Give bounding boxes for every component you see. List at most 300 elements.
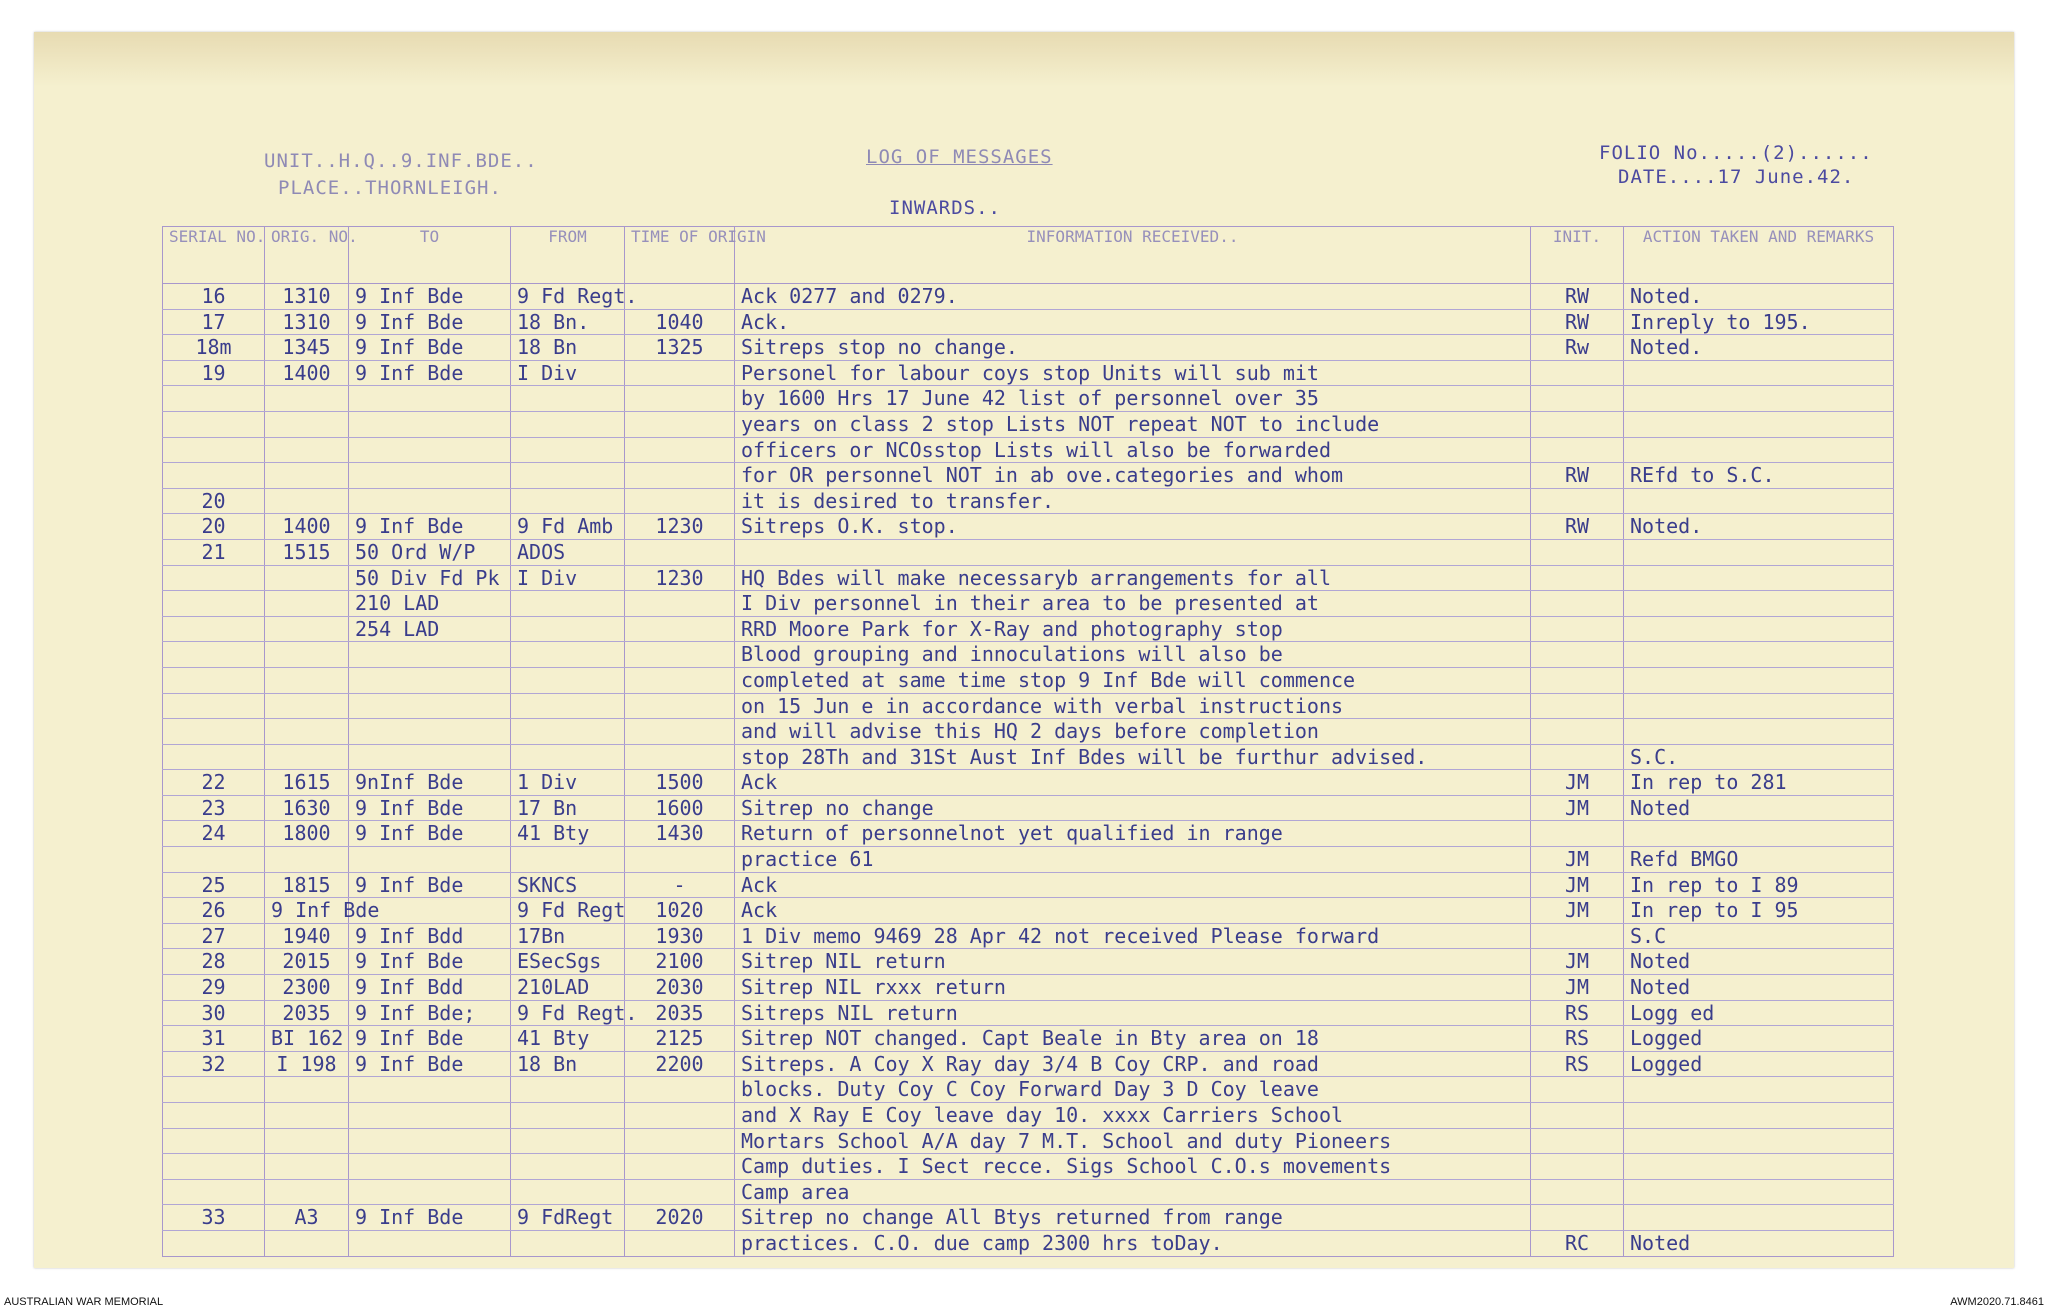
cell-from: [511, 616, 625, 642]
table-row: [163, 411, 1894, 437]
cell-time-of-origin: [625, 539, 735, 565]
cell-time-of-origin: -: [625, 872, 735, 898]
col-header-to: TO: [349, 227, 511, 284]
message-log-table: [162, 226, 1894, 1257]
cell-to: [349, 488, 511, 514]
cell-serial: [163, 1154, 265, 1180]
cell-from: I Div: [511, 360, 625, 386]
table-header-row: [163, 227, 1894, 284]
cell-to: 9 Inf Bde: [349, 514, 511, 540]
cell-to: [349, 847, 511, 873]
cell-to: 9 Inf Bde: [349, 821, 511, 847]
cell-time-of-origin: 1230: [625, 514, 735, 540]
col-header-serial: SERIAL NO.: [163, 227, 265, 284]
cell-action: [1624, 591, 1894, 617]
cell-action: REfd to S.C.: [1624, 463, 1894, 489]
cell-from: [511, 744, 625, 770]
cell-orig-no: 2300: [265, 975, 349, 1001]
cell-information: Sitreps NIL return: [735, 1000, 1531, 1026]
cell-orig-no: I 198: [265, 1051, 349, 1077]
table-row: [163, 335, 1894, 361]
cell-serial: [163, 565, 265, 591]
cell-init: [1531, 437, 1624, 463]
folio-number: FOLIO No.....(2)......: [1599, 142, 1873, 164]
cell-orig-no: [265, 565, 349, 591]
cell-time-of-origin: 2035: [625, 1000, 735, 1026]
cell-to: 9nInf Bde: [349, 770, 511, 796]
cell-time-of-origin: [625, 284, 735, 310]
cell-to: [349, 1179, 511, 1205]
cell-information: blocks. Duty Coy C Coy Forward Day 3 D Coy leave: [735, 1077, 1531, 1103]
cell-orig-no: 1400: [265, 514, 349, 540]
cell-to: [349, 719, 511, 745]
cell-information: Mortars School A/A day 7 M.T. School and duty Pioneers: [735, 1128, 1531, 1154]
cell-action: [1624, 642, 1894, 668]
cell-serial: 20: [163, 514, 265, 540]
cell-information: 1 Div memo 9469 28 Apr 42 not received Please forward: [735, 923, 1531, 949]
cell-init: RW: [1531, 284, 1624, 310]
cell-serial: 19: [163, 360, 265, 386]
cell-from: 9 Fd Amb: [511, 514, 625, 540]
table-row: [163, 975, 1894, 1001]
cell-time-of-origin: [625, 693, 735, 719]
cell-action: Noted: [1624, 975, 1894, 1001]
cell-orig-no: [265, 744, 349, 770]
cell-time-of-origin: 2200: [625, 1051, 735, 1077]
cell-serial: [163, 591, 265, 617]
cell-serial: 29: [163, 975, 265, 1001]
cell-to: 210 LAD: [349, 591, 511, 617]
cell-init: JM: [1531, 949, 1624, 975]
cell-time-of-origin: [625, 667, 735, 693]
col-header-time: TIME OF ORIGIN: [625, 227, 735, 284]
cell-from: [511, 1230, 625, 1256]
cell-from: 9 Fd Regt: [511, 898, 625, 924]
table-row: [163, 872, 1894, 898]
cell-time-of-origin: 2020: [625, 1205, 735, 1231]
cell-information: Ack: [735, 770, 1531, 796]
cell-orig-no: [265, 642, 349, 668]
table-row: [163, 437, 1894, 463]
cell-serial: [163, 1103, 265, 1129]
cell-serial: 21: [163, 539, 265, 565]
cell-to: 254 LAD: [349, 616, 511, 642]
cell-information: and X Ray E Coy leave day 10. xxxx Carriers School: [735, 1103, 1531, 1129]
table-row: [163, 642, 1894, 668]
cell-time-of-origin: [625, 744, 735, 770]
cell-orig-no: 1940: [265, 923, 349, 949]
cell-information: Ack.: [735, 309, 1531, 335]
cell-time-of-origin: [625, 591, 735, 617]
cell-serial: [163, 744, 265, 770]
cell-action: [1624, 821, 1894, 847]
cell-action: Noted: [1624, 795, 1894, 821]
cell-information: Sitreps stop no change.: [735, 335, 1531, 361]
cell-from: [511, 488, 625, 514]
table-row: [163, 1205, 1894, 1231]
cell-action: [1624, 1077, 1894, 1103]
cell-time-of-origin: [625, 411, 735, 437]
cell-time-of-origin: [625, 642, 735, 668]
cell-action: [1624, 1128, 1894, 1154]
cell-serial: 24: [163, 821, 265, 847]
cell-information: HQ Bdes will make necessaryb arrangements for all: [735, 565, 1531, 591]
cell-orig-no: 1630: [265, 795, 349, 821]
cell-from: [511, 437, 625, 463]
cell-orig-no: [265, 463, 349, 489]
table-body: [163, 284, 1894, 1257]
cell-time-of-origin: [625, 463, 735, 489]
cell-orig-no: 2015: [265, 949, 349, 975]
cell-action: Noted.: [1624, 284, 1894, 310]
cell-init: [1531, 1128, 1624, 1154]
section-title: INWARDS..: [889, 197, 1001, 219]
table-row: [163, 1103, 1894, 1129]
cell-to: [349, 437, 511, 463]
cell-action: [1624, 719, 1894, 745]
cell-orig-no: 9 Inf Bde: [265, 898, 349, 924]
cell-init: RS: [1531, 1026, 1624, 1052]
cell-time-of-origin: 2030: [625, 975, 735, 1001]
cell-time-of-origin: [625, 616, 735, 642]
cell-init: [1531, 1077, 1624, 1103]
table-row: [163, 744, 1894, 770]
cell-init: JM: [1531, 847, 1624, 873]
cell-from: 9 Fd Regt.: [511, 284, 625, 310]
cell-init: RS: [1531, 1000, 1624, 1026]
cell-action: S.C: [1624, 923, 1894, 949]
cell-from: ADOS: [511, 539, 625, 565]
place-label: PLACE..THORNLEIGH.: [278, 177, 502, 199]
log-date: DATE....17 June.42.: [1618, 166, 1855, 188]
cell-serial: [163, 1230, 265, 1256]
cell-time-of-origin: 1430: [625, 821, 735, 847]
cell-information: I Div personnel in their area to be presented at: [735, 591, 1531, 617]
cell-serial: [163, 1179, 265, 1205]
table-row: [163, 360, 1894, 386]
cell-time-of-origin: [625, 386, 735, 412]
cell-information: Sitrep no change: [735, 795, 1531, 821]
cell-to: 50 Ord W/P: [349, 539, 511, 565]
col-header-action: ACTION TAKEN AND REMARKS: [1624, 227, 1894, 284]
cell-time-of-origin: 1040: [625, 309, 735, 335]
col-header-orig: ORIG. NO.: [265, 227, 349, 284]
cell-init: [1531, 386, 1624, 412]
cell-orig-no: 1310: [265, 309, 349, 335]
cell-action: Logged: [1624, 1026, 1894, 1052]
cell-action: [1624, 1205, 1894, 1231]
cell-orig-no: [265, 847, 349, 873]
cell-from: [511, 411, 625, 437]
cell-init: [1531, 642, 1624, 668]
cell-orig-no: [265, 1179, 349, 1205]
cell-action: Logg ed: [1624, 1000, 1894, 1026]
cell-serial: 18m: [163, 335, 265, 361]
cell-to: [349, 386, 511, 412]
cell-serial: 25: [163, 872, 265, 898]
cell-time-of-origin: [625, 847, 735, 873]
cell-action: [1624, 488, 1894, 514]
table-row: [163, 1051, 1894, 1077]
cell-init: [1531, 591, 1624, 617]
footer-credit: AUSTRALIAN WAR MEMORIAL: [4, 1296, 164, 1308]
cell-time-of-origin: 1600: [625, 795, 735, 821]
cell-information: Sitrep no change All Btys returned from range: [735, 1205, 1531, 1231]
cell-init: [1531, 360, 1624, 386]
cell-orig-no: 1400: [265, 360, 349, 386]
cell-information: practices. C.O. due camp 2300 hrs toDay.: [735, 1230, 1531, 1256]
table-row: [163, 539, 1894, 565]
cell-orig-no: [265, 386, 349, 412]
cell-serial: 31: [163, 1026, 265, 1052]
cell-serial: [163, 693, 265, 719]
cell-information: RRD Moore Park for X-Ray and photography stop: [735, 616, 1531, 642]
cell-init: [1531, 1103, 1624, 1129]
cell-action: Noted.: [1624, 514, 1894, 540]
cell-serial: [163, 667, 265, 693]
cell-init: [1531, 1154, 1624, 1180]
cell-to: 9 Inf Bde: [349, 360, 511, 386]
cell-serial: 30: [163, 1000, 265, 1026]
cell-orig-no: BI 162: [265, 1026, 349, 1052]
table-row: [163, 463, 1894, 489]
cell-time-of-origin: [625, 437, 735, 463]
cell-serial: [163, 437, 265, 463]
cell-serial: [163, 463, 265, 489]
cell-from: 41 Bty: [511, 821, 625, 847]
cell-init: [1531, 616, 1624, 642]
cell-time-of-origin: [625, 1230, 735, 1256]
cell-action: In rep to 281: [1624, 770, 1894, 796]
cell-information: Ack 0277 and 0279.: [735, 284, 1531, 310]
table-row: [163, 795, 1894, 821]
cell-orig-no: 2035: [265, 1000, 349, 1026]
cell-from: [511, 719, 625, 745]
cell-information: Return of personnelnot yet qualified in range: [735, 821, 1531, 847]
cell-serial: [163, 1077, 265, 1103]
cell-action: [1624, 411, 1894, 437]
cell-to: 9 Inf Bde: [349, 949, 511, 975]
cell-orig-no: [265, 719, 349, 745]
table-row: [163, 488, 1894, 514]
unit-label: UNIT..H.Q..9.INF.BDE..: [264, 150, 538, 172]
cell-from: [511, 386, 625, 412]
cell-init: [1531, 667, 1624, 693]
cell-to: [349, 744, 511, 770]
cell-serial: [163, 1128, 265, 1154]
cell-from: [511, 667, 625, 693]
cell-from: [511, 693, 625, 719]
table-row: [163, 898, 1894, 924]
cell-init: [1531, 744, 1624, 770]
cell-from: 18 Bn.: [511, 309, 625, 335]
cell-action: [1624, 1154, 1894, 1180]
cell-init: [1531, 1205, 1624, 1231]
cell-action: [1624, 1103, 1894, 1129]
cell-orig-no: [265, 1230, 349, 1256]
cell-init: JM: [1531, 975, 1624, 1001]
cell-action: [1624, 360, 1894, 386]
cell-time-of-origin: 1020: [625, 898, 735, 924]
cell-serial: 17: [163, 309, 265, 335]
cell-from: 1 Div: [511, 770, 625, 796]
cell-orig-no: [265, 1103, 349, 1129]
cell-init: [1531, 923, 1624, 949]
cell-init: RS: [1531, 1051, 1624, 1077]
cell-information: [735, 539, 1531, 565]
table-row: [163, 565, 1894, 591]
cell-orig-no: [265, 1128, 349, 1154]
cell-action: Noted.: [1624, 335, 1894, 361]
cell-from: [511, 1077, 625, 1103]
cell-to: 9 Inf Bde;: [349, 1000, 511, 1026]
cell-init: [1531, 411, 1624, 437]
cell-to: 9 Inf Bde: [349, 1026, 511, 1052]
cell-serial: [163, 847, 265, 873]
cell-to: 9 Inf Bde: [349, 1051, 511, 1077]
log-sheet: [34, 32, 2014, 1268]
cell-time-of-origin: 1500: [625, 770, 735, 796]
cell-init: [1531, 693, 1624, 719]
cell-orig-no: A3: [265, 1205, 349, 1231]
cell-information: years on class 2 stop Lists NOT repeat NOT to include: [735, 411, 1531, 437]
cell-information: on 15 Jun e in accordance with verbal instructions: [735, 693, 1531, 719]
cell-init: [1531, 565, 1624, 591]
cell-from: [511, 847, 625, 873]
paper-stain: [34, 32, 2014, 87]
cell-action: [1624, 693, 1894, 719]
cell-from: [511, 1103, 625, 1129]
cell-to: 9 Inf Bde: [349, 795, 511, 821]
cell-to: 9 Inf Bde: [349, 309, 511, 335]
cell-to: [349, 463, 511, 489]
cell-action: [1624, 1179, 1894, 1205]
cell-orig-no: [265, 616, 349, 642]
cell-from: 210LAD: [511, 975, 625, 1001]
cell-from: [511, 463, 625, 489]
cell-information: Sitreps. A Coy X Ray day 3/4 B Coy CRP. and road: [735, 1051, 1531, 1077]
cell-init: RC: [1531, 1230, 1624, 1256]
cell-time-of-origin: [625, 1128, 735, 1154]
cell-information: and will advise this HQ 2 days before completion: [735, 719, 1531, 745]
table-row: [163, 1179, 1894, 1205]
cell-action: [1624, 667, 1894, 693]
cell-to: [349, 642, 511, 668]
cell-to: 9 Inf Bde: [349, 284, 511, 310]
table-row: [163, 949, 1894, 975]
cell-from: [511, 1128, 625, 1154]
cell-from: 9 FdRegt: [511, 1205, 625, 1231]
cell-time-of-origin: 1230: [625, 565, 735, 591]
cell-information: for OR personnel NOT in ab ove.categories and whom: [735, 463, 1531, 489]
cell-action: [1624, 386, 1894, 412]
cell-orig-no: [265, 667, 349, 693]
cell-information: Blood grouping and innoculations will also be: [735, 642, 1531, 668]
cell-from: [511, 591, 625, 617]
col-header-from: FROM: [511, 227, 625, 284]
cell-information: Sitrep NIL rxxx return: [735, 975, 1531, 1001]
table-row: [163, 1026, 1894, 1052]
cell-to: [349, 1077, 511, 1103]
cell-action: [1624, 539, 1894, 565]
cell-time-of-origin: [625, 719, 735, 745]
cell-to: [349, 1128, 511, 1154]
cell-orig-no: 1815: [265, 872, 349, 898]
cell-to: 9 Inf Bdd: [349, 923, 511, 949]
cell-action: Noted: [1624, 949, 1894, 975]
cell-action: Inreply to 195.: [1624, 309, 1894, 335]
cell-information: completed at same time stop 9 Inf Bde will commence: [735, 667, 1531, 693]
cell-serial: 20: [163, 488, 265, 514]
cell-to: 9 Inf Bde: [349, 872, 511, 898]
cell-from: 9 Fd Regt.: [511, 1000, 625, 1026]
cell-orig-no: [265, 1154, 349, 1180]
cell-information: practice 61: [735, 847, 1531, 873]
cell-to: [349, 1103, 511, 1129]
cell-from: 41 Bty: [511, 1026, 625, 1052]
cell-serial: 27: [163, 923, 265, 949]
table-row: [163, 667, 1894, 693]
cell-serial: 26: [163, 898, 265, 924]
cell-init: Rw: [1531, 335, 1624, 361]
cell-information: Camp area: [735, 1179, 1531, 1205]
cell-init: JM: [1531, 795, 1624, 821]
cell-serial: 32: [163, 1051, 265, 1077]
col-header-init: INIT.: [1531, 227, 1624, 284]
cell-serial: [163, 719, 265, 745]
cell-init: JM: [1531, 770, 1624, 796]
cell-to: 9 Inf Bde: [349, 335, 511, 361]
cell-init: [1531, 821, 1624, 847]
cell-to: 50 Div Fd Pk: [349, 565, 511, 591]
cell-from: I Div: [511, 565, 625, 591]
cell-serial: 23: [163, 795, 265, 821]
cell-time-of-origin: [625, 1154, 735, 1180]
table-row: [163, 309, 1894, 335]
cell-from: 17Bn: [511, 923, 625, 949]
cell-from: 17 Bn: [511, 795, 625, 821]
cell-serial: 22: [163, 770, 265, 796]
cell-information: officers or NCOsstop Lists will also be forwarded: [735, 437, 1531, 463]
table-row: [163, 1077, 1894, 1103]
cell-information: Ack: [735, 898, 1531, 924]
cell-action: S.C.: [1624, 744, 1894, 770]
cell-time-of-origin: 2125: [625, 1026, 735, 1052]
cell-orig-no: [265, 437, 349, 463]
cell-information: Sitreps O.K. stop.: [735, 514, 1531, 540]
cell-init: [1531, 488, 1624, 514]
table-row: [163, 1154, 1894, 1180]
cell-init: [1531, 1179, 1624, 1205]
table-row: [163, 770, 1894, 796]
cell-init: RW: [1531, 309, 1624, 335]
cell-to: [349, 693, 511, 719]
cell-to: [349, 1154, 511, 1180]
cell-information: by 1600 Hrs 17 June 42 list of personnel over 35: [735, 386, 1531, 412]
cell-orig-no: [265, 591, 349, 617]
cell-action: In rep to I 89: [1624, 872, 1894, 898]
cell-time-of-origin: 2100: [625, 949, 735, 975]
footer-accession: AWM2020.71.8461: [1950, 1296, 2044, 1308]
table-row: [163, 1230, 1894, 1256]
cell-orig-no: 1615: [265, 770, 349, 796]
cell-orig-no: [265, 1077, 349, 1103]
cell-information: it is desired to transfer.: [735, 488, 1531, 514]
cell-serial: 16: [163, 284, 265, 310]
cell-information: Sitrep NIL return: [735, 949, 1531, 975]
cell-serial: 28: [163, 949, 265, 975]
table-row: [163, 847, 1894, 873]
